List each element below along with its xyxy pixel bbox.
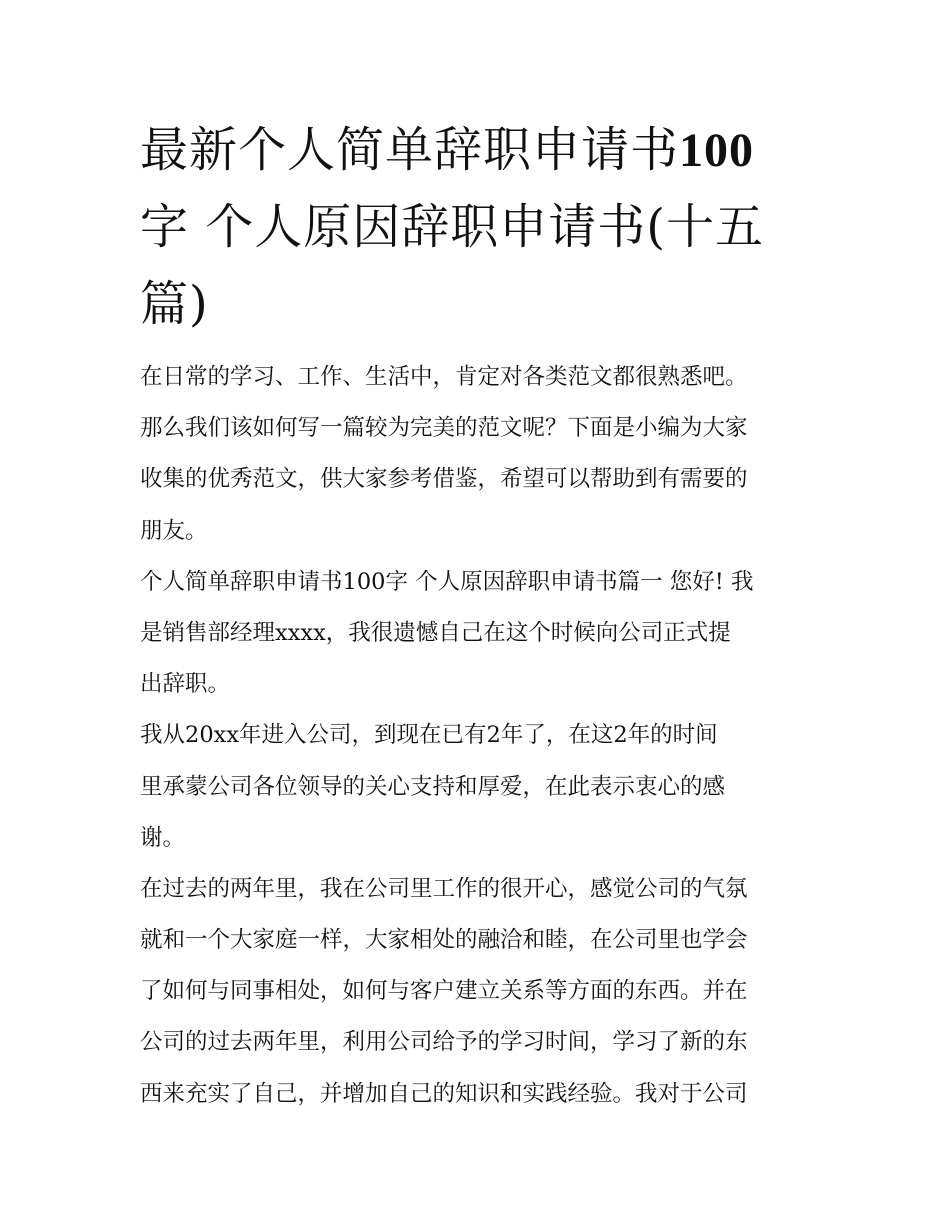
title-line-3: 篇) <box>140 276 209 332</box>
body-line: 那么我们该如何写一篇较为完美的范文呢？下面是小编为大家 <box>140 415 748 442</box>
document-body <box>140 352 818 1120</box>
body-line: 收集的优秀范文，供大家参考借鉴，希望可以帮助到有需要的 <box>140 466 748 493</box>
title-line-1-number: 100 <box>679 124 755 177</box>
body-line: 了如何与同事相处，如何与客户建立关系等方面的东西。并在 <box>140 978 748 1005</box>
body-line: 我从20xx年进入公司，到现在已有2年了，在这2年的时间 <box>140 722 718 749</box>
body-line: 就和一个大家庭一样，大家相处的融洽和睦，在公司里也学会 <box>140 927 748 954</box>
body-line: 里承蒙公司各位领导的关心支持和厚爱，在此表示衷心的感 <box>140 773 726 800</box>
body-line: 是销售部经理xxxx，我很遗憾自己在这个时候向公司正式提 <box>140 619 731 646</box>
body-line: 谢。 <box>140 824 186 851</box>
body-line: 在过去的两年里，我在公司里工作的很开心，感觉公司的气氛 <box>140 875 748 902</box>
body-line: 出辞职。 <box>140 671 231 698</box>
document-title <box>140 112 820 343</box>
title-line-2: 字 个人原因辞职申请书(十五 <box>140 199 764 255</box>
title-line-1-cjk: 最新个人简单辞职申请书 <box>140 122 680 178</box>
body-line: 个人简单辞职申请书100字 个人原因辞职申请书篇一 您好! 我 <box>140 568 754 595</box>
title-line-1 <box>140 122 754 178</box>
body-line: 朋友。 <box>140 517 208 544</box>
body-line: 在日常的学习、工作、生活中，肯定对各类范文都很熟悉吧。 <box>140 364 748 390</box>
body-line: 公司的过去两年里，利用公司给予的学习时间，学习了新的东 <box>140 1029 748 1056</box>
body-line: 西来充实了自己，并增加自己的知识和实践经验。我对于公司 <box>140 1080 748 1107</box>
